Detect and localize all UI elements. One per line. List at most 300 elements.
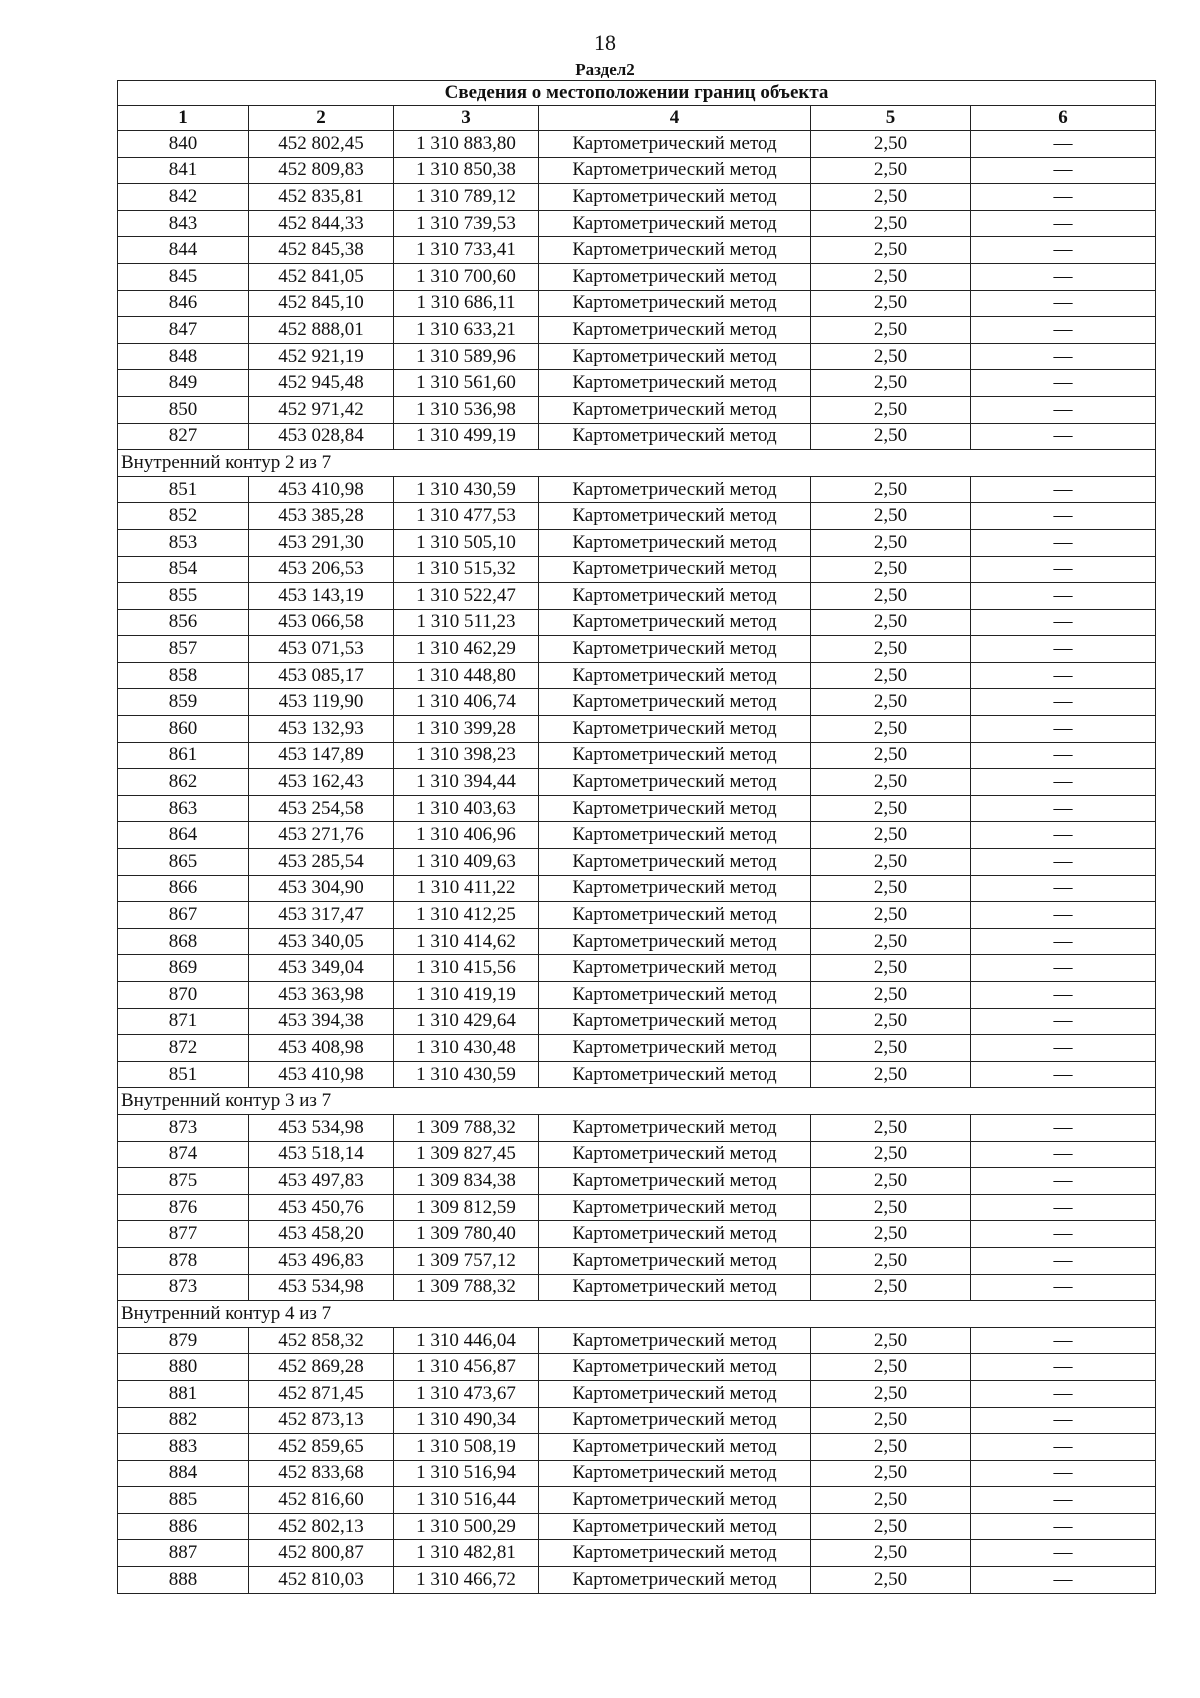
method-cell: Картометрический метод [539, 184, 811, 211]
accuracy-cell: 2,50 [811, 609, 971, 636]
point-number-cell: 866 [118, 875, 249, 902]
contour-header-row [118, 1088, 1156, 1115]
description-cell: — [971, 795, 1156, 822]
y-coordinate-cell: 1 310 429,64 [394, 1008, 539, 1035]
point-number-cell: 877 [118, 1221, 249, 1248]
method-cell: Картометрический метод [539, 1221, 811, 1248]
contour-label: Внутренний контур 3 из 7 [118, 1088, 1156, 1115]
accuracy-cell: 2,50 [811, 982, 971, 1009]
description-cell: — [971, 1327, 1156, 1354]
point-number-cell: 854 [118, 556, 249, 583]
accuracy-cell: 2,50 [811, 875, 971, 902]
description-cell: — [971, 822, 1156, 849]
table-row [118, 849, 1156, 876]
table-body [118, 131, 1156, 1594]
accuracy-cell: 2,50 [811, 1407, 971, 1434]
accuracy-cell: 2,50 [811, 343, 971, 370]
accuracy-cell: 2,50 [811, 583, 971, 610]
y-coordinate-cell: 1 310 516,44 [394, 1487, 539, 1514]
y-coordinate-cell: 1 309 834,38 [394, 1168, 539, 1195]
y-coordinate-cell: 1 309 757,12 [394, 1247, 539, 1274]
y-coordinate-cell: 1 309 788,32 [394, 1114, 539, 1141]
accuracy-cell: 2,50 [811, 1354, 971, 1381]
method-cell: Картометрический метод [539, 795, 811, 822]
accuracy-cell: 2,50 [811, 396, 971, 423]
method-cell: Картометрический метод [539, 1407, 811, 1434]
x-coordinate-cell: 452 873,13 [249, 1407, 394, 1434]
coordinates-table [117, 80, 1156, 1594]
y-coordinate-cell: 1 310 686,11 [394, 290, 539, 317]
point-number-cell: 861 [118, 742, 249, 769]
point-number-cell: 873 [118, 1114, 249, 1141]
y-coordinate-cell: 1 310 446,04 [394, 1327, 539, 1354]
description-cell: — [971, 1513, 1156, 1540]
point-number-cell: 864 [118, 822, 249, 849]
accuracy-cell: 2,50 [811, 1114, 971, 1141]
y-coordinate-cell: 1 310 733,41 [394, 237, 539, 264]
description-cell: — [971, 849, 1156, 876]
point-number-cell: 865 [118, 849, 249, 876]
method-cell: Картометрический метод [539, 263, 811, 290]
table-row [118, 1168, 1156, 1195]
accuracy-cell: 2,50 [811, 1434, 971, 1461]
table-row [118, 1114, 1156, 1141]
x-coordinate-cell: 453 534,98 [249, 1114, 394, 1141]
table-row [118, 689, 1156, 716]
table-row [118, 875, 1156, 902]
point-number-cell: 842 [118, 184, 249, 211]
accuracy-cell: 2,50 [811, 157, 971, 184]
y-coordinate-cell: 1 310 522,47 [394, 583, 539, 610]
x-coordinate-cell: 452 888,01 [249, 317, 394, 344]
description-cell: — [971, 1487, 1156, 1514]
method-cell: Картометрический метод [539, 1513, 811, 1540]
y-coordinate-cell: 1 310 430,48 [394, 1035, 539, 1062]
method-cell: Картометрический метод [539, 769, 811, 796]
point-number-cell: 857 [118, 636, 249, 663]
table-row [118, 1540, 1156, 1567]
x-coordinate-cell: 452 802,45 [249, 131, 394, 158]
accuracy-cell: 2,50 [811, 1168, 971, 1195]
x-coordinate-cell: 452 858,32 [249, 1327, 394, 1354]
method-cell: Картометрический метод [539, 928, 811, 955]
accuracy-cell: 2,50 [811, 1487, 971, 1514]
method-cell: Картометрический метод [539, 1168, 811, 1195]
description-cell: — [971, 343, 1156, 370]
x-coordinate-cell: 453 363,98 [249, 982, 394, 1009]
point-number-cell: 885 [118, 1487, 249, 1514]
x-coordinate-cell: 453 349,04 [249, 955, 394, 982]
y-coordinate-cell: 1 310 516,94 [394, 1460, 539, 1487]
y-coordinate-cell: 1 310 409,63 [394, 849, 539, 876]
y-coordinate-cell: 1 310 508,19 [394, 1434, 539, 1461]
point-number-cell: 873 [118, 1274, 249, 1301]
method-cell: Картометрический метод [539, 902, 811, 929]
x-coordinate-cell: 452 845,38 [249, 237, 394, 264]
y-coordinate-cell: 1 310 394,44 [394, 769, 539, 796]
point-number-cell: 875 [118, 1168, 249, 1195]
description-cell: — [971, 1035, 1156, 1062]
y-coordinate-cell: 1 309 780,40 [394, 1221, 539, 1248]
contour-label: Внутренний контур 4 из 7 [118, 1301, 1156, 1328]
accuracy-cell: 2,50 [811, 210, 971, 237]
y-coordinate-cell: 1 310 536,98 [394, 396, 539, 423]
x-coordinate-cell: 452 869,28 [249, 1354, 394, 1381]
point-number-cell: 851 [118, 476, 249, 503]
description-cell: — [971, 609, 1156, 636]
column-header: 4 [539, 106, 811, 131]
accuracy-cell: 2,50 [811, 902, 971, 929]
accuracy-cell: 2,50 [811, 370, 971, 397]
description-cell: — [971, 1274, 1156, 1301]
method-cell: Картометрический метод [539, 689, 811, 716]
accuracy-cell: 2,50 [811, 795, 971, 822]
table-row [118, 822, 1156, 849]
accuracy-cell: 2,50 [811, 1247, 971, 1274]
description-cell: — [971, 902, 1156, 929]
x-coordinate-cell: 453 162,43 [249, 769, 394, 796]
table-row [118, 742, 1156, 769]
table-row [118, 263, 1156, 290]
y-coordinate-cell: 1 310 589,96 [394, 343, 539, 370]
table-row [118, 982, 1156, 1009]
accuracy-cell: 2,50 [811, 263, 971, 290]
y-coordinate-cell: 1 310 399,28 [394, 716, 539, 743]
description-cell: — [971, 131, 1156, 158]
point-number-cell: 880 [118, 1354, 249, 1381]
method-cell: Картометрический метод [539, 1114, 811, 1141]
method-cell: Картометрический метод [539, 556, 811, 583]
description-cell: — [971, 689, 1156, 716]
x-coordinate-cell: 453 317,47 [249, 902, 394, 929]
method-cell: Картометрический метод [539, 636, 811, 663]
table-row [118, 1274, 1156, 1301]
table-row [118, 769, 1156, 796]
method-cell: Картометрический метод [539, 1380, 811, 1407]
method-cell: Картометрический метод [539, 1487, 811, 1514]
method-cell: Картометрический метод [539, 1460, 811, 1487]
point-number-cell: 888 [118, 1567, 249, 1594]
x-coordinate-cell: 452 809,83 [249, 157, 394, 184]
x-coordinate-cell: 453 340,05 [249, 928, 394, 955]
method-cell: Картометрический метод [539, 1354, 811, 1381]
point-number-cell: 886 [118, 1513, 249, 1540]
description-cell: — [971, 396, 1156, 423]
x-coordinate-cell: 453 450,76 [249, 1194, 394, 1221]
method-cell: Картометрический метод [539, 529, 811, 556]
point-number-cell: 878 [118, 1247, 249, 1274]
description-cell: — [971, 184, 1156, 211]
method-cell: Картометрический метод [539, 1194, 811, 1221]
description-cell: — [971, 1567, 1156, 1594]
x-coordinate-cell: 453 147,89 [249, 742, 394, 769]
point-number-cell: 868 [118, 928, 249, 955]
accuracy-cell: 2,50 [811, 636, 971, 663]
accuracy-cell: 2,50 [811, 290, 971, 317]
table-row [118, 1567, 1156, 1594]
y-coordinate-cell: 1 310 466,72 [394, 1567, 539, 1594]
accuracy-cell: 2,50 [811, 742, 971, 769]
accuracy-cell: 2,50 [811, 1008, 971, 1035]
point-number-cell: 845 [118, 263, 249, 290]
x-coordinate-cell: 452 833,68 [249, 1460, 394, 1487]
point-number-cell: 848 [118, 343, 249, 370]
table-row [118, 1487, 1156, 1514]
description-cell: — [971, 290, 1156, 317]
method-cell: Картометрический метод [539, 662, 811, 689]
y-coordinate-cell: 1 310 419,19 [394, 982, 539, 1009]
description-cell: — [971, 263, 1156, 290]
point-number-cell: 851 [118, 1061, 249, 1088]
description-cell: — [971, 503, 1156, 530]
description-cell: — [971, 928, 1156, 955]
accuracy-cell: 2,50 [811, 1540, 971, 1567]
y-coordinate-cell: 1 310 415,56 [394, 955, 539, 982]
method-cell: Картометрический метод [539, 716, 811, 743]
y-coordinate-cell: 1 310 561,60 [394, 370, 539, 397]
x-coordinate-cell: 452 810,03 [249, 1567, 394, 1594]
accuracy-cell: 2,50 [811, 1460, 971, 1487]
point-number-cell: 853 [118, 529, 249, 556]
description-cell: — [971, 1008, 1156, 1035]
point-number-cell: 870 [118, 982, 249, 1009]
y-coordinate-cell: 1 310 448,80 [394, 662, 539, 689]
description-cell: — [971, 1141, 1156, 1168]
x-coordinate-cell: 453 458,20 [249, 1221, 394, 1248]
x-coordinate-cell: 453 254,58 [249, 795, 394, 822]
x-coordinate-cell: 453 385,28 [249, 503, 394, 530]
method-cell: Картометрический метод [539, 1567, 811, 1594]
x-coordinate-cell: 453 206,53 [249, 556, 394, 583]
table-row [118, 1035, 1156, 1062]
point-number-cell: 827 [118, 423, 249, 450]
method-cell: Картометрический метод [539, 131, 811, 158]
method-cell: Картометрический метод [539, 1540, 811, 1567]
y-coordinate-cell: 1 310 505,10 [394, 529, 539, 556]
accuracy-cell: 2,50 [811, 529, 971, 556]
method-cell: Картометрический метод [539, 503, 811, 530]
y-coordinate-cell: 1 310 412,25 [394, 902, 539, 929]
point-number-cell: 879 [118, 1327, 249, 1354]
accuracy-cell: 2,50 [811, 131, 971, 158]
description-cell: — [971, 716, 1156, 743]
table-row [118, 556, 1156, 583]
method-cell: Картометрический метод [539, 849, 811, 876]
x-coordinate-cell: 452 921,19 [249, 343, 394, 370]
description-cell: — [971, 1247, 1156, 1274]
point-number-cell: 841 [118, 157, 249, 184]
x-coordinate-cell: 453 410,98 [249, 1061, 394, 1088]
method-cell: Картометрический метод [539, 875, 811, 902]
method-cell: Картометрический метод [539, 583, 811, 610]
column-header: 5 [811, 106, 971, 131]
table-row [118, 210, 1156, 237]
x-coordinate-cell: 453 271,76 [249, 822, 394, 849]
x-coordinate-cell: 452 841,05 [249, 263, 394, 290]
y-coordinate-cell: 1 310 430,59 [394, 476, 539, 503]
method-cell: Картометрический метод [539, 370, 811, 397]
table-row [118, 1221, 1156, 1248]
point-number-cell: 867 [118, 902, 249, 929]
method-cell: Картометрический метод [539, 1274, 811, 1301]
description-cell: — [971, 1194, 1156, 1221]
accuracy-cell: 2,50 [811, 237, 971, 264]
method-cell: Картометрический метод [539, 955, 811, 982]
table-row [118, 423, 1156, 450]
point-number-cell: 847 [118, 317, 249, 344]
x-coordinate-cell: 453 291,30 [249, 529, 394, 556]
x-coordinate-cell: 453 132,93 [249, 716, 394, 743]
table-row [118, 636, 1156, 663]
y-coordinate-cell: 1 310 477,53 [394, 503, 539, 530]
description-cell: — [971, 556, 1156, 583]
point-number-cell: 876 [118, 1194, 249, 1221]
y-coordinate-cell: 1 310 850,38 [394, 157, 539, 184]
description-cell: — [971, 982, 1156, 1009]
y-coordinate-cell: 1 310 398,23 [394, 742, 539, 769]
x-coordinate-cell: 453 066,58 [249, 609, 394, 636]
table-row [118, 184, 1156, 211]
point-number-cell: 858 [118, 662, 249, 689]
description-cell: — [971, 742, 1156, 769]
point-number-cell: 859 [118, 689, 249, 716]
column-header: 2 [249, 106, 394, 131]
accuracy-cell: 2,50 [811, 689, 971, 716]
x-coordinate-cell: 453 394,38 [249, 1008, 394, 1035]
point-number-cell: 884 [118, 1460, 249, 1487]
y-coordinate-cell: 1 310 633,21 [394, 317, 539, 344]
table-row [118, 662, 1156, 689]
table-row [118, 1327, 1156, 1354]
accuracy-cell: 2,50 [811, 955, 971, 982]
table-row [118, 609, 1156, 636]
y-coordinate-cell: 1 310 482,81 [394, 1540, 539, 1567]
accuracy-cell: 2,50 [811, 317, 971, 344]
y-coordinate-cell: 1 310 739,53 [394, 210, 539, 237]
method-cell: Картометрический метод [539, 157, 811, 184]
y-coordinate-cell: 1 310 883,80 [394, 131, 539, 158]
description-cell: — [971, 476, 1156, 503]
table-row [118, 396, 1156, 423]
x-coordinate-cell: 452 971,42 [249, 396, 394, 423]
y-coordinate-cell: 1 310 499,19 [394, 423, 539, 450]
table-row [118, 529, 1156, 556]
y-coordinate-cell: 1 310 403,63 [394, 795, 539, 822]
description-cell: — [971, 157, 1156, 184]
accuracy-cell: 2,50 [811, 1513, 971, 1540]
x-coordinate-cell: 453 285,54 [249, 849, 394, 876]
x-coordinate-cell: 453 085,17 [249, 662, 394, 689]
description-cell: — [971, 1061, 1156, 1088]
method-cell: Картометрический метод [539, 982, 811, 1009]
description-cell: — [971, 769, 1156, 796]
description-cell: — [971, 210, 1156, 237]
y-coordinate-cell: 1 310 473,67 [394, 1380, 539, 1407]
method-cell: Картометрический метод [539, 290, 811, 317]
accuracy-cell: 2,50 [811, 1274, 971, 1301]
accuracy-cell: 2,50 [811, 928, 971, 955]
table-row [118, 503, 1156, 530]
description-cell: — [971, 1380, 1156, 1407]
point-number-cell: 882 [118, 1407, 249, 1434]
accuracy-cell: 2,50 [811, 476, 971, 503]
table-row [118, 716, 1156, 743]
point-number-cell: 840 [118, 131, 249, 158]
x-coordinate-cell: 453 071,53 [249, 636, 394, 663]
point-number-cell: 863 [118, 795, 249, 822]
method-cell: Картометрический метод [539, 1247, 811, 1274]
description-cell: — [971, 662, 1156, 689]
accuracy-cell: 2,50 [811, 822, 971, 849]
description-cell: — [971, 237, 1156, 264]
description-cell: — [971, 1407, 1156, 1434]
method-cell: Картометрический метод [539, 1434, 811, 1461]
y-coordinate-cell: 1 310 456,87 [394, 1354, 539, 1381]
table-row [118, 928, 1156, 955]
table-row [118, 1194, 1156, 1221]
contour-header-row [118, 450, 1156, 477]
point-number-cell: 874 [118, 1141, 249, 1168]
y-coordinate-cell: 1 310 511,23 [394, 609, 539, 636]
x-coordinate-cell: 453 534,98 [249, 1274, 394, 1301]
point-number-cell: 869 [118, 955, 249, 982]
accuracy-cell: 2,50 [811, 1035, 971, 1062]
table-row [118, 476, 1156, 503]
point-number-cell: 849 [118, 370, 249, 397]
page-number: 18 [594, 30, 616, 55]
x-coordinate-cell: 453 304,90 [249, 875, 394, 902]
section-label: Раздел2 [575, 60, 635, 79]
table-row [118, 237, 1156, 264]
table-row [118, 343, 1156, 370]
point-number-cell: 881 [118, 1380, 249, 1407]
table-row [118, 1407, 1156, 1434]
description-cell: — [971, 1114, 1156, 1141]
y-coordinate-cell: 1 310 414,62 [394, 928, 539, 955]
point-number-cell: 887 [118, 1540, 249, 1567]
method-cell: Картометрический метод [539, 1327, 811, 1354]
x-coordinate-cell: 452 844,33 [249, 210, 394, 237]
point-number-cell: 883 [118, 1434, 249, 1461]
table-row [118, 1141, 1156, 1168]
table-row [118, 795, 1156, 822]
y-coordinate-cell: 1 310 462,29 [394, 636, 539, 663]
method-cell: Картометрический метод [539, 237, 811, 264]
table-row [118, 157, 1156, 184]
table-row [118, 1247, 1156, 1274]
description-cell: — [971, 1540, 1156, 1567]
y-coordinate-cell: 1 310 515,32 [394, 556, 539, 583]
column-header: 6 [971, 106, 1156, 131]
accuracy-cell: 2,50 [811, 1327, 971, 1354]
contour-label: Внутренний контур 2 из 7 [118, 450, 1156, 477]
y-coordinate-cell: 1 310 411,22 [394, 875, 539, 902]
y-coordinate-cell: 1 310 789,12 [394, 184, 539, 211]
table-row [118, 1434, 1156, 1461]
description-cell: — [971, 1460, 1156, 1487]
x-coordinate-cell: 453 410,98 [249, 476, 394, 503]
method-cell: Картометрический метод [539, 1008, 811, 1035]
x-coordinate-cell: 452 802,13 [249, 1513, 394, 1540]
x-coordinate-cell: 453 143,19 [249, 583, 394, 610]
description-cell: — [971, 529, 1156, 556]
point-number-cell: 871 [118, 1008, 249, 1035]
accuracy-cell: 2,50 [811, 1221, 971, 1248]
description-cell: — [971, 370, 1156, 397]
y-coordinate-cell: 1 310 490,34 [394, 1407, 539, 1434]
method-cell: Картометрический метод [539, 822, 811, 849]
y-coordinate-cell: 1 310 430,59 [394, 1061, 539, 1088]
